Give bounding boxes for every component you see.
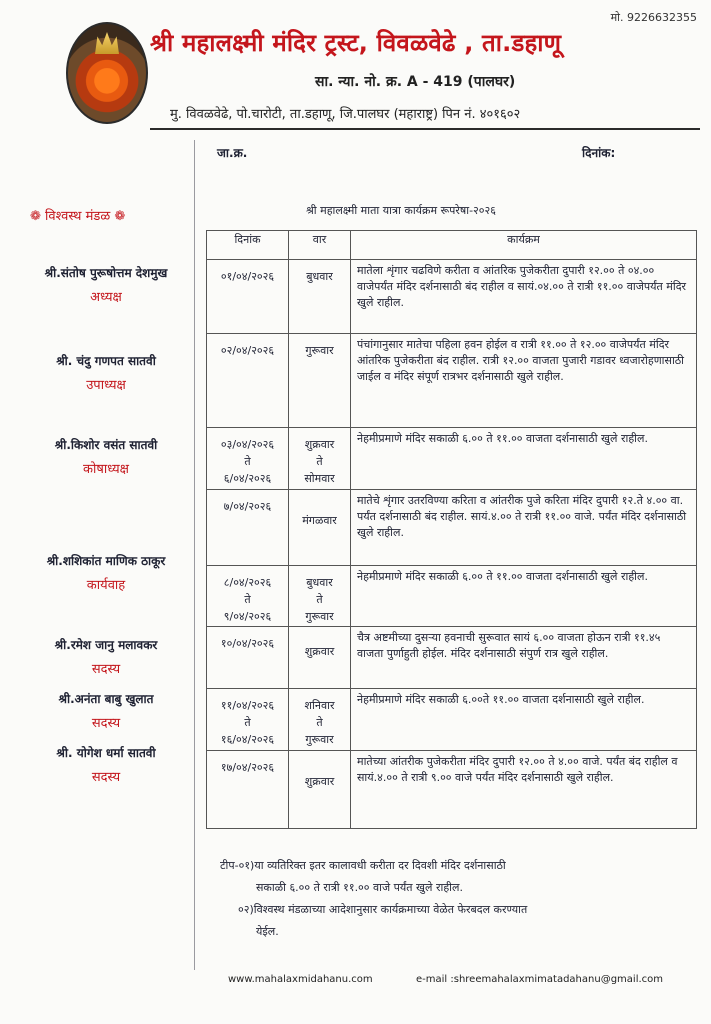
member-secretary — [16, 552, 196, 593]
table-row — [207, 428, 697, 490]
note-2-line-1: ०२)विश्वस्थ मंडळाच्या आदेशानुसार कार्यक्रमाच्या वेळेत फेरबदल करण्यात — [238, 903, 528, 916]
trust-title: श्री महालक्ष्मी मंदिर ट्रस्ट, विवळवेढे , ता.डहाणू — [150, 29, 562, 57]
row-date: ०२/०४/२०२६ — [220, 344, 275, 357]
row-day: शुक्रवार — [304, 645, 335, 658]
row-program: पंचांगानुसार मातेचा पहिला हवन होईल व रात्री ११.०० ते १२.०० वाजेपर्यंत मंदिर आंतरिक पुजेकरीता बंद राहील. रात्री १२.०० वाजता पुजारी गडावर ध्वजारोहणासाठी जाईल व मंदिर संपूर्ण रात्रभर दर्शनासाठी खुले राहील. — [351, 334, 697, 428]
date-label: दिनांक: — [582, 146, 616, 160]
member-treasurer — [16, 436, 196, 477]
schedule-table — [206, 230, 697, 829]
row-date-start: ८/०४/२०२६ — [223, 576, 272, 589]
row-date-to: ते — [244, 455, 251, 468]
header-program: कार्यक्रम — [351, 231, 697, 260]
table-row — [207, 334, 697, 428]
row-date: १०/०४/२०२६ — [220, 637, 275, 650]
website-link[interactable]: www.mahalaxmidahanu.com — [228, 974, 373, 985]
member-3 — [16, 744, 196, 785]
phone-number: मो. 9226632355 — [610, 11, 697, 24]
row-day: शुक्रवार — [304, 775, 335, 788]
member-2 — [16, 690, 196, 731]
trust-address: मु. विवळवेढे, पो.चारोटी, ता.डहाणू, जि.पालघर (महाराष्ट्र) पिन नं. ४०१६०२ — [170, 107, 521, 122]
member-name: श्री.शशिकांत माणिक ठाकूर — [46, 554, 166, 568]
row-day: बुधवार — [306, 270, 333, 283]
table-row — [207, 751, 697, 829]
table-row — [207, 627, 697, 689]
row-program: नेहमीप्रमाणे मंदिर सकाळी ६.००ते ११.०० वाजता दर्शनासाठी खुले राहील. — [351, 689, 697, 751]
row-day-to: ते — [316, 593, 323, 606]
table-row — [207, 566, 697, 627]
member-role: अध्यक्ष — [90, 290, 122, 305]
row-day-end: गुरूवार — [305, 733, 334, 746]
board-heading: ❁ विश्वस्थ मंडळ ❁ — [30, 209, 126, 224]
row-date: १७/०४/२०२६ — [220, 761, 275, 774]
member-name: श्री.किशोर वसंत सातवी — [54, 438, 158, 452]
table-row — [207, 689, 697, 751]
header-day: वार — [289, 231, 351, 260]
row-day-to: ते — [316, 455, 323, 468]
row-day-end: सोमवार — [304, 472, 335, 485]
row-program: मातेच्या आंतरीक पुजेकरीता मंदिर दुपारी १२.०० ते ४.०० वाजे. पर्यंत बंद राहील व सायं.४.०० ते रात्री ९.०० वाजे पर्यंत मंदिर दर्शनासाठी खुले राहील. — [351, 751, 697, 829]
member-vice-president — [16, 352, 196, 393]
member-role: सदस्य — [91, 716, 121, 731]
row-day: मंगळवार — [302, 514, 337, 527]
row-day-to: ते — [316, 716, 323, 729]
row-program: मातेला शृंगार चढविणे करीता व आंतरिक पुजेकरीता दुपारी १२.०० ते ०४.०० वाजेपर्यंत मंदिर दर्शनासाठी बंद राहील व सायं.०४.०० ते रात्री ११.०० वाजेपर्यंत मंदिर खुले राहील. — [351, 260, 697, 334]
member-name: श्री.संतोष पुरूषोत्तम देशमुख — [44, 266, 168, 280]
registration-number: सा. न्या. नो. क्र. A - 419 (पालघर) — [315, 74, 516, 90]
row-date: ०१/०४/२०२६ — [220, 270, 275, 283]
member-role: सदस्य — [91, 770, 121, 785]
note-1-line-1: टीप-०१)या व्यतिरिक्त इतर कालावधी करीता दर दिवशी मंदिर दर्शनासाठी — [220, 859, 506, 872]
row-program: चैत्र अष्टमीच्या दुसऱ्या हवनाची सुरूवात सायं ६.०० वाजता होऊन रात्री ११.४५ वाजता पुर्णाहुती होईल. मंदिर दर्शनासाठी संपुर्ण रात्र खुले राहील. — [351, 627, 697, 689]
header-divider — [150, 128, 700, 130]
email-link[interactable]: e-mail :shreemahalaxmimatadahanu@gmail.com — [416, 974, 664, 985]
note-2-line-2: येईल. — [256, 925, 279, 938]
row-program: नेहमीप्रमाणे मंदिर सकाळी ६.०० ते ११.०० वाजता दर्शनासाठी खुले राहील. — [351, 428, 697, 490]
table-row — [207, 490, 697, 566]
row-day: गुरूवार — [305, 344, 334, 357]
table-row — [207, 260, 697, 334]
row-date-to: ते — [244, 593, 251, 606]
row-date-end: ६/०४/२०२६ — [223, 472, 272, 485]
member-name: श्री.रमेश जानु मलावकर — [54, 638, 158, 652]
row-date-start: ११/०४/२०२६ — [220, 699, 275, 712]
member-name: श्री. चंदु गणपत सातवी — [56, 354, 156, 368]
goddess-logo-icon — [66, 22, 148, 124]
row-day-start: शुक्रवार — [304, 438, 335, 451]
row-day-end: गुरूवार — [305, 610, 334, 623]
header-date: दिनांक — [207, 231, 289, 260]
row-date-end: ९/०४/२०२६ — [223, 610, 272, 623]
row-program: नेहमीप्रमाणे मंदिर सकाळी ६.०० ते ११.०० वाजता दर्शनासाठी खुले राहील. — [351, 566, 697, 627]
member-role: कोषाध्यक्ष — [83, 462, 129, 477]
member-president — [16, 264, 196, 305]
row-day-start: शनिवार — [304, 699, 335, 712]
member-role: सदस्य — [91, 662, 121, 677]
member-role: कार्यवाह — [86, 578, 126, 593]
row-date: ७/०४/२०२६ — [223, 500, 272, 513]
member-name: श्री.अनंता बाबु खुलात — [58, 692, 154, 706]
row-program: मातेचे शृंगार उतरविण्या करिता व आंतरीक पुजे करिता मंदिर दुपारी १२.ते ४.०० वा. पर्यंत दर्शनासाठी बंद राहील. सायं.४.०० ते रात्री ११.०० वाजे. पर्यंत मंदिर दर्शनासाठी खुले राहील. — [351, 490, 697, 566]
reference-label: जा.क्र. — [217, 146, 248, 160]
row-day-start: बुधवार — [306, 576, 333, 589]
row-date-end: १६/०४/२०२६ — [220, 733, 275, 746]
member-name: श्री. योगेश धर्मा सातवी — [56, 746, 156, 760]
member-1 — [16, 636, 196, 677]
note-1-line-2: सकाळी ६.०० ते रात्री ११.०० वाजे पर्यंत खुले राहील. — [256, 881, 463, 894]
row-date-to: ते — [244, 716, 251, 729]
schedule-title: श्री महालक्ष्मी माता यात्रा कार्यक्रम रूपरेषा-२०२६ — [306, 204, 496, 217]
member-role: उपाध्यक्ष — [86, 378, 126, 393]
row-date-start: ०३/०४/२०२६ — [220, 438, 275, 451]
table-header-row — [207, 231, 697, 260]
